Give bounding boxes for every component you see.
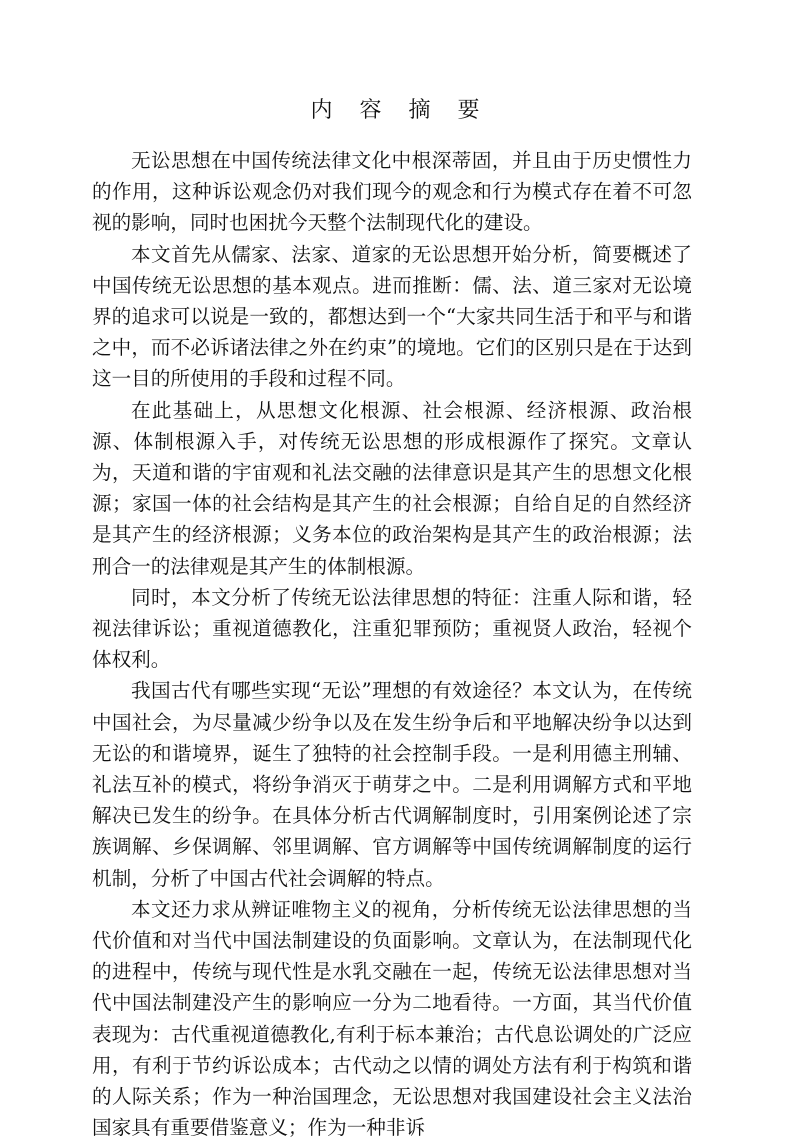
paragraph-5: 我国古代有哪些实现“无讼”理想的有效途径？本文认为，在传统中国社会，为尽量减少纷争以及在发生纷争后和平地解决纷争以达到无讼的和谐境界，诞生了独特的社会控制手段。一是利用德主刑辅、礼法互补的模式，将纷争消灭于萌芽之中。二是利用调解方式和平地解决已发生的纷争。在具体分析古代调解制度时，引用案例论述了宗族调解、乡保调解、邻里调解、官方调解等中国传统调解制度的运行机制，分析了中国古代社会调解的特点。 [92, 679, 692, 890]
paragraph-4: 同时，本文分析了传统无讼法律思想的特征：注重人际和谐，轻视法律诉讼；重视道德教化，注重犯罪预防；重视贤人政治，轻视个体权利。 [92, 585, 692, 672]
abstract-body [92, 145, 692, 1144]
paragraph-2: 本文首先从儒家、法家、道家的无讼思想开始分析，简要概述了中国传统无讼思想的基本观点。进而推断：儒、法、道三家对无讼境界的追求可以说是一致的，都想达到一个“大家共同生活于和平与和谐之中，而不必诉诸法律之外在约束”的境地。它们的区别只是在于达到这一目的所使用的手段和过程不同。 [92, 242, 692, 391]
abstract-title: 内 容 摘 要 [310, 98, 490, 123]
paragraph-6: 本文还力求从辨证唯物主义的视角，分析传统无讼法律思想的当代价值和对当代中国法制建设的负面影响。文章认为，在法制现代化的进程中，传统与现代性是水乳交融在一起，传统无讼法律思想对当代中国法制建没产生的影响应一分为二地看待。一方面，其当代价值表现为：古代重视道德教化,有利于标本兼治；古代息讼调处的广泛应用，有利于节约诉讼成本；古代动之以情的调处方法有利于构筑和谐的人际关系；作为一种治国理念，无讼思想对我国建设社会主义法治国家具有重要借鉴意义；作为一种非诉 [92, 897, 692, 1140]
paragraph-1: 无讼思想在中国传统法律文化中根深蒂固，并且由于历史惯性力的作用，这种诉讼观念仍对我们现今的观念和行为模式存在着不可忽视的影响，同时也困扰今天整个法制现代化的建设。 [92, 149, 692, 235]
paragraph-3: 在此基础上，从思想文化根源、社会根源、经济根源、政治根源、体制根源入手，对传统无讼思想的形成根源作了探究。文章认为，天道和谐的宇宙观和礼法交融的法律意识是其产生的思想文化根源；家国一体的社会结构是其产生的社会根源；自给自足的自然经济是其产生的经济根源；义务本位的政治架构是其产生的政治根源；法刑合一的法律观是其产生的体制根源。 [92, 398, 692, 578]
